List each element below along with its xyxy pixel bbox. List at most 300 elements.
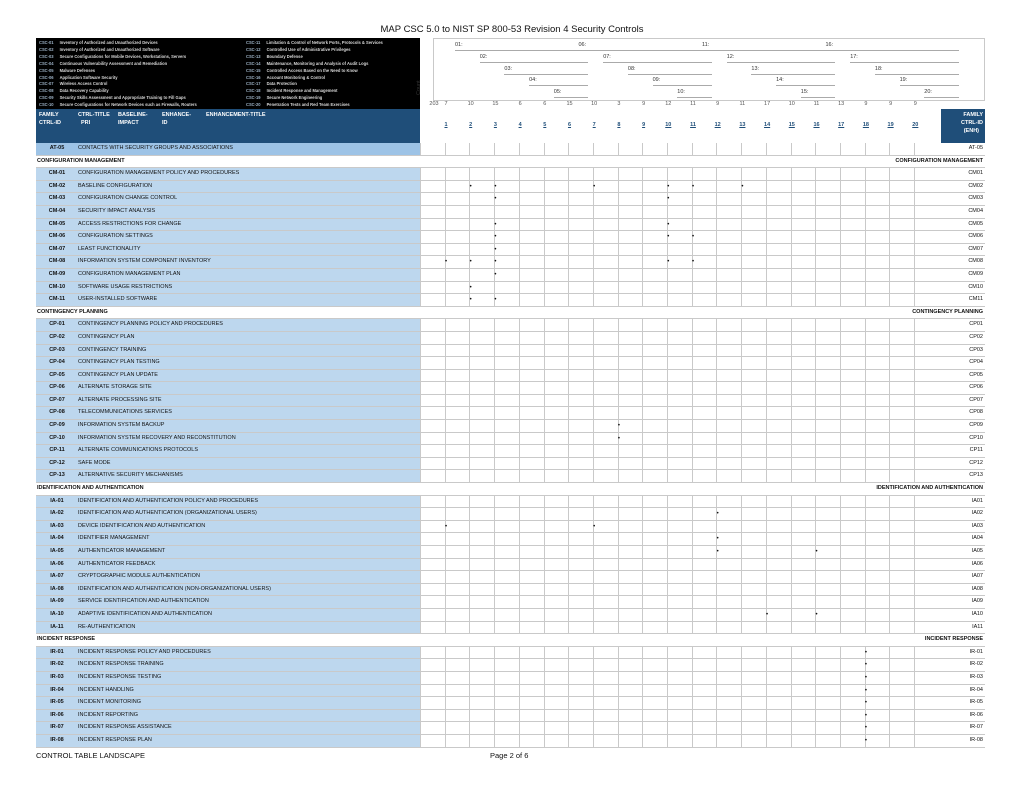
grid-cell — [889, 143, 913, 155]
grid-cell — [692, 584, 716, 596]
grid-cell — [766, 395, 790, 407]
csc-column-link[interactable]: 7 — [592, 122, 596, 128]
control-id-right: CM10 — [968, 283, 983, 290]
grid-cell — [420, 168, 444, 180]
grid-cell — [593, 143, 617, 155]
control-title: CONTACTS WITH SECURITY GROUPS AND ASSOCIATIONS — [78, 145, 233, 151]
grid-cell — [642, 395, 666, 407]
grid-cell — [716, 244, 740, 256]
grid-cell — [618, 571, 642, 583]
grid-cell — [469, 533, 493, 545]
grid-cell — [544, 269, 568, 281]
grid-cell — [716, 609, 740, 621]
control-id: CM-10 — [48, 283, 66, 290]
mapping-dot: • — [667, 234, 670, 241]
grid-cell — [445, 445, 469, 457]
legend-item — [246, 82, 297, 86]
grid-cell — [445, 697, 469, 709]
count-label-15: 15: — [800, 89, 809, 96]
grid-cell — [519, 256, 543, 268]
grid-cell — [618, 382, 642, 394]
grid-cell — [519, 395, 543, 407]
count-label-8: 08: — [627, 65, 636, 72]
grid-cell — [420, 332, 444, 344]
grid-cell — [667, 420, 691, 432]
control-id: IR-01 — [50, 648, 64, 655]
grid-cell — [642, 546, 666, 558]
grid-cell — [642, 672, 666, 684]
grid-cell — [618, 609, 642, 621]
control-title: USER-INSTALLED SOFTWARE — [78, 296, 158, 303]
grid-cell — [544, 433, 568, 445]
count-label-17: 17: — [850, 53, 858, 60]
grid-cell — [667, 357, 691, 369]
grid-cell — [667, 672, 691, 684]
grid-cell — [741, 445, 765, 457]
mapping-dot: • — [716, 511, 719, 518]
grid-cell — [741, 395, 765, 407]
grid-cell — [420, 609, 444, 621]
mapping-dot: • — [617, 423, 620, 430]
grid-cell — [914, 470, 938, 482]
legend-code: CSC-13 — [246, 53, 261, 59]
grid-cell — [914, 206, 938, 218]
grid-cell — [741, 659, 765, 671]
grid-cell — [593, 244, 617, 256]
csc-column-link[interactable]: 17 — [838, 122, 845, 128]
legend-text: Maintenance, Monitoring and Analysis of Audit Logs — [266, 60, 369, 66]
control-id-right: IA01 — [971, 497, 983, 504]
grid-cell — [667, 659, 691, 671]
grid-cell — [865, 496, 889, 508]
grid-cell — [618, 231, 642, 243]
grid-cell — [445, 533, 469, 545]
grid-cell — [469, 521, 493, 533]
grid-cell — [914, 735, 938, 747]
csc-column-link[interactable]: 14 — [764, 122, 771, 128]
csc-column-link[interactable]: 9 — [642, 122, 646, 128]
grid-cell — [593, 382, 617, 394]
grid-cell — [420, 508, 444, 520]
grid-cell — [519, 659, 543, 671]
grid-cell — [914, 219, 938, 231]
grid-cell — [593, 219, 617, 231]
grid-cell — [469, 571, 493, 583]
grid-cell — [791, 206, 815, 218]
grid-cell — [519, 521, 543, 533]
grid-cell — [568, 319, 592, 331]
csc-column-link[interactable]: 16 — [813, 122, 820, 128]
csc-column-link[interactable]: 12 — [714, 122, 721, 128]
grid-cell — [568, 143, 592, 155]
control-row — [36, 256, 985, 269]
grid-cell — [544, 470, 568, 482]
csc-column-link[interactable]: 1 — [444, 122, 448, 128]
family-row — [36, 156, 985, 169]
control-title: IDENTIFICATION AND AUTHENTICATION POLICY AND PROCEDURES — [78, 497, 258, 504]
grid-cell — [692, 357, 716, 369]
grid-cell — [889, 332, 913, 344]
control-id-right: IA03 — [971, 522, 983, 529]
grid-cell — [766, 193, 790, 205]
legend-text: Data Recovery Capability — [59, 88, 109, 94]
grid-cell — [741, 521, 765, 533]
grid-cell — [420, 458, 444, 470]
grid-cell — [420, 345, 444, 357]
count-label-13: 13: — [751, 65, 760, 72]
grid-cell — [420, 659, 444, 671]
csc-column-link[interactable]: 5 — [543, 122, 547, 128]
control-table — [36, 143, 985, 748]
grid-cell — [568, 206, 592, 218]
grid-cell — [840, 219, 864, 231]
control-title: CONFIGURATION SETTINGS — [78, 233, 153, 240]
count-line — [801, 97, 836, 98]
count-line — [850, 62, 959, 63]
count-line — [554, 97, 589, 98]
grid-cell — [840, 470, 864, 482]
grid-cell — [618, 584, 642, 596]
grid-cell — [494, 332, 518, 344]
grid-cell — [568, 244, 592, 256]
family-name-right: CONFIGURATION MANAGEMENT — [895, 157, 983, 164]
csc-column-link[interactable]: 19 — [887, 122, 894, 128]
grid-cell — [889, 622, 913, 634]
grid-cell — [445, 420, 469, 432]
grid-cell — [494, 357, 518, 369]
grid-cell — [445, 168, 469, 180]
control-id-right: IA09 — [971, 598, 983, 605]
grid-cell — [865, 508, 889, 520]
grid-cell — [815, 420, 839, 432]
mapping-dot: • — [494, 259, 497, 266]
grid-cell — [716, 345, 740, 357]
grid-cell — [815, 685, 839, 697]
csc-column-link[interactable]: 13 — [739, 122, 746, 128]
grid-cell — [889, 672, 913, 684]
count-label-1: 01: — [455, 42, 463, 48]
control-title: IDENTIFICATION AND AUTHENTICATION (ORGANIZATIONAL USERS) — [78, 510, 257, 517]
grid-cell — [741, 168, 765, 180]
control-row — [36, 622, 985, 635]
grid-cell — [618, 710, 642, 722]
grid-cell — [914, 559, 938, 571]
grid-cell — [766, 659, 790, 671]
count-line — [900, 85, 959, 86]
count-line — [875, 74, 959, 75]
grid-cell — [914, 382, 938, 394]
grid-cell — [519, 420, 543, 432]
grid-cell — [791, 382, 815, 394]
legend-text: Data Protection — [266, 81, 297, 87]
grid-cell — [815, 571, 839, 583]
grid-cell — [642, 458, 666, 470]
control-id: CP-07 — [49, 396, 65, 403]
csc-column-link[interactable]: 3 — [493, 122, 497, 128]
control-id-right: CP11 — [969, 447, 983, 454]
csc-column-link[interactable]: 2 — [469, 122, 473, 128]
grid-cell — [568, 445, 592, 457]
grid-cell — [914, 609, 938, 621]
control-id: IR-05 — [50, 699, 64, 706]
control-id: CP-06 — [49, 384, 65, 391]
grid-cell — [445, 370, 469, 382]
grid-cell — [840, 168, 864, 180]
grid-cell — [494, 168, 518, 180]
grid-cell — [865, 458, 889, 470]
grid-cell — [445, 319, 469, 331]
grid-cell — [815, 345, 839, 357]
mapping-dot: • — [667, 221, 670, 228]
grid-cell — [642, 559, 666, 571]
grid-cell — [815, 357, 839, 369]
grid-cell — [494, 659, 518, 671]
count-value: 11 — [690, 101, 696, 107]
grid-cell — [642, 168, 666, 180]
grid-cell — [741, 231, 765, 243]
grid-cell — [791, 420, 815, 432]
grid-cell — [716, 143, 740, 155]
grid-cell — [618, 282, 642, 294]
grid-cell — [445, 685, 469, 697]
grid-cell — [766, 445, 790, 457]
grid-cell — [791, 458, 815, 470]
grid-cell — [815, 244, 839, 256]
grid-cell — [865, 206, 889, 218]
grid-cell — [741, 294, 765, 306]
control-id-right: IA08 — [971, 585, 983, 592]
grid-cell — [815, 206, 839, 218]
grid-cell — [667, 622, 691, 634]
grid-cell — [840, 559, 864, 571]
control-id-right: IR-04 — [969, 686, 983, 693]
grid-cell — [791, 407, 815, 419]
control-title: CONTINGENCY PLANNING POLICY AND PROCEDURES — [78, 321, 223, 328]
count-value: 7 — [444, 101, 448, 107]
grid-cell — [889, 470, 913, 482]
grid-cell — [741, 710, 765, 722]
grid-cell — [840, 231, 864, 243]
csc-column-link[interactable]: 6 — [567, 122, 572, 128]
grid-cell — [716, 370, 740, 382]
grid-cell — [766, 269, 790, 281]
grid-cell — [519, 319, 543, 331]
control-id: IR-03 — [50, 673, 64, 680]
count-line — [455, 50, 589, 51]
grid-cell — [791, 697, 815, 709]
grid-cell — [815, 181, 839, 193]
count-value: 10 — [788, 101, 795, 107]
count-label-9: 09: — [652, 77, 661, 84]
grid-cell — [741, 282, 765, 294]
header-enh-id: ID — [162, 120, 168, 126]
count-value: 9 — [642, 101, 646, 107]
grid-cell — [716, 231, 740, 243]
grid-cell — [889, 596, 913, 608]
csc-column-link[interactable]: 11 — [690, 122, 696, 128]
grid-cell — [618, 143, 642, 155]
grid-cell — [865, 219, 889, 231]
csc-column-link[interactable]: 18 — [862, 122, 869, 128]
control-id: CM-09 — [48, 270, 66, 277]
csc-column-link[interactable]: 8 — [617, 122, 621, 128]
count-label-20: 20: — [924, 89, 932, 96]
grid-cell — [544, 508, 568, 520]
grid-cell — [667, 584, 691, 596]
control-title: CONFIGURATION MANAGEMENT PLAN — [78, 270, 181, 277]
grid-cell — [914, 231, 938, 243]
grid-cell — [791, 533, 815, 545]
grid-cell — [544, 294, 568, 306]
grid-cell — [667, 433, 691, 445]
grid-cell — [791, 470, 815, 482]
grid-cell — [692, 722, 716, 734]
control-row — [36, 407, 985, 420]
legend-text: Secure Configurations for Network Devices such as Firewalls, Routers — [59, 102, 197, 108]
grid-cell — [791, 672, 815, 684]
grid-cell — [618, 508, 642, 520]
legend-item — [246, 89, 338, 93]
grid-cell — [568, 496, 592, 508]
grid-cell — [642, 470, 666, 482]
grid-cell — [642, 206, 666, 218]
grid-cell — [865, 332, 889, 344]
grid-cell — [766, 382, 790, 394]
grid-cell — [420, 206, 444, 218]
grid-cell — [791, 193, 815, 205]
header-right-enh: (ENH) — [963, 128, 979, 134]
grid-cell — [741, 697, 765, 709]
grid-cell — [889, 433, 913, 445]
count-value: 10 — [467, 101, 474, 107]
grid-cell — [494, 722, 518, 734]
grid-cell — [692, 433, 716, 445]
grid-cell — [692, 659, 716, 671]
count-label-11: 11: — [702, 42, 710, 48]
grid-cell — [618, 206, 642, 218]
grid-cell — [741, 622, 765, 634]
grid-cell — [692, 571, 716, 583]
control-id: IA-02 — [50, 510, 64, 517]
control-row — [36, 206, 985, 219]
grid-cell — [544, 458, 568, 470]
grid-cell — [445, 269, 469, 281]
grid-cell — [815, 584, 839, 596]
csc-column-link[interactable]: 20 — [912, 122, 919, 128]
grid-cell — [914, 521, 938, 533]
grid-cell — [593, 697, 617, 709]
grid-cell — [692, 244, 716, 256]
control-id: IA-11 — [50, 623, 64, 630]
grid-cell — [420, 685, 444, 697]
mapping-dot: • — [864, 712, 867, 719]
grid-cell — [544, 256, 568, 268]
count-total: 203 — [429, 101, 439, 107]
grid-cell — [420, 596, 444, 608]
grid-cell — [766, 672, 790, 684]
control-id-right: CP01 — [969, 321, 983, 328]
control-id: IR-04 — [50, 686, 64, 693]
grid-cell — [815, 622, 839, 634]
control-id-right: CM03 — [968, 195, 983, 202]
grid-cell — [593, 685, 617, 697]
grid-cell — [889, 445, 913, 457]
grid-cell — [741, 458, 765, 470]
grid-cell — [618, 458, 642, 470]
grid-cell — [445, 332, 469, 344]
grid-cell — [766, 584, 790, 596]
mapping-dot: • — [444, 523, 448, 530]
grid-cell — [692, 672, 716, 684]
grid-cell — [889, 559, 913, 571]
count-label-7: 07: — [603, 53, 611, 60]
control-id-right: CM05 — [968, 220, 983, 227]
control-id-right: IR-08 — [969, 736, 983, 743]
legend-item — [39, 69, 95, 73]
control-title: AUTHENTICATOR FEEDBACK — [78, 560, 156, 567]
grid-cell — [791, 584, 815, 596]
grid-cell — [716, 294, 740, 306]
grid-cell — [791, 596, 815, 608]
csc-column-link[interactable]: 4 — [518, 122, 522, 128]
grid-cell — [618, 496, 642, 508]
legend-code: CSC-19 — [246, 95, 261, 101]
grid-cell — [791, 256, 815, 268]
grid-cell — [544, 609, 568, 621]
grid-cell — [469, 672, 493, 684]
grid-cell — [889, 319, 913, 331]
grid-cell — [889, 609, 913, 621]
control-row — [36, 458, 985, 471]
header-family: FAMILY — [39, 112, 59, 118]
grid-cell — [889, 256, 913, 268]
mapping-dot: • — [494, 234, 497, 241]
count-label-19: 19: — [899, 77, 908, 84]
grid-cell — [519, 168, 543, 180]
grid-cell — [494, 433, 518, 445]
csc-column-link[interactable]: 15 — [788, 122, 795, 128]
grid-cell — [618, 735, 642, 747]
grid-cell — [716, 269, 740, 281]
mapping-dot: • — [494, 271, 497, 278]
grid-cell — [840, 596, 864, 608]
grid-cell — [716, 420, 740, 432]
grid-cell — [593, 332, 617, 344]
grid-cell — [469, 584, 493, 596]
grid-cell — [815, 735, 839, 747]
grid-cell — [840, 332, 864, 344]
grid-cell — [494, 370, 518, 382]
grid-cell — [815, 269, 839, 281]
grid-cell — [544, 697, 568, 709]
grid-cell — [692, 622, 716, 634]
control-id: CP-08 — [49, 409, 65, 416]
grid-cell — [815, 508, 839, 520]
grid-cell — [716, 332, 740, 344]
grid-cell — [741, 647, 765, 659]
header-ctrl-id: CTRL-ID — [39, 120, 61, 126]
grid-cell — [914, 546, 938, 558]
control-id: CM-07 — [48, 245, 66, 252]
grid-cell — [494, 496, 518, 508]
count-value: 3 — [617, 101, 621, 107]
grid-cell — [889, 546, 913, 558]
csc-column-link[interactable]: 10 — [665, 122, 672, 128]
grid-cell — [791, 521, 815, 533]
grid-cell — [716, 647, 740, 659]
legend-item — [246, 41, 383, 45]
control-row — [36, 193, 985, 206]
